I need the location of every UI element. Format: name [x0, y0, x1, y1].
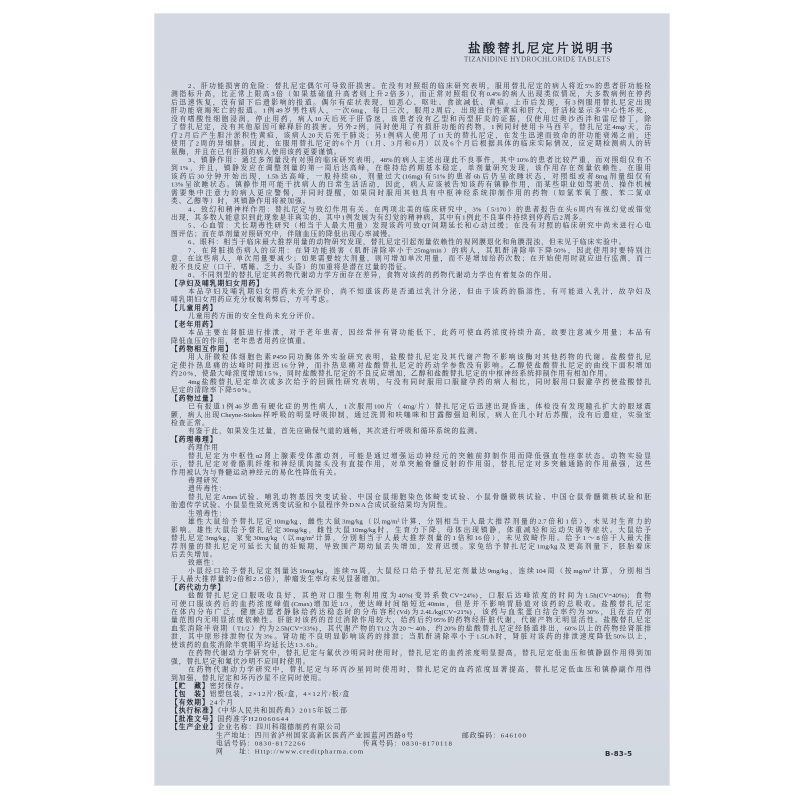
sedation-line: 13%呈欲睡状态。镇静作用可能干扰病人的日常生活活动，因此，病人应该被告知该药有镇静作用，而某些职业如驾驶员、操作机械 [171, 180, 651, 189]
hepatotoxicity-line: 氨酶，并且在已有肝损的病人使用该药更要谨慎。 [171, 147, 342, 156]
sedation-line: 类、乙醇等）时，其镇静作用将被加强。 [171, 197, 311, 205]
interactions-line: 定使扑热息痛的达峰时间推迟16分钟，而扑热息痛对盐酸替扎尼定的药动学参数没有影响。乙醇使盐酸替扎尼定的曲线下面积增加 [171, 361, 651, 369]
section-heading-geriatric: 【老年用药】 [171, 320, 218, 328]
sedation-line: 该药后30分钟开始出现，1.5h达高峰，一般持续6h，剂量过大(16mg)有51%的患者6h后仍呈欲睡状态，对照组或者8mg剂量组仅有 [171, 172, 651, 180]
phone-value: 0830-8172266 [254, 739, 307, 747]
sedation-line: 需要集中注意力的病人更应警惕，并同时提醒，如果同时服用其他具有中枢神经系统抑制作用的药物（如氯苯氧丁酸、苯二氮卓 [171, 188, 651, 197]
storage-label: 【贮 藏】 [171, 681, 210, 690]
reproductive-toxicity-line: 雄性大鼠给予替扎尼定10mg/kg，雌性大鼠3mg/kg（以mg/m²计算，分别相当于人最大推荐剂量的2.7倍和1倍），未见对生育力的 [188, 517, 651, 526]
storage-value: 密封保存。 [209, 681, 249, 690]
pharmacokinetics-line: 泄，其中原形排泄物仅为3%。肾功能不良明显影响该药的排泄；当肌酐清除率小于1.5L/h时，肾脏对该药的排泄速度降低50%以上， [171, 632, 651, 641]
pharmacology-line: 示，替扎尼定对骨骼肌纤维和神经肌肉接头没有直接作用，对单突触脊髓反射的作用弱，替扎尼定对多突触通路的作用最强，这些 [171, 460, 651, 468]
pharmacokinetics-line: 在体内分布广泛，健康志愿者静脉给药达稳态时的分布容积(Vd)为2.4L/kg(CV=21%)，该药与血浆蛋白结合率约为30%，且在治疗剂 [171, 608, 651, 616]
genotoxicity-line: 替扎尼定Ames试验、哺乳动物基因突变试验、中国仓鼠细胞染色体畸变试验、小鼠骨髓微核试验、中国仓鼠骨髓微核试验和胚 [188, 492, 651, 501]
pharmacokinetics-line: 使该药的血浆消除半衰期平均延长达13.6h。 [171, 640, 323, 649]
reproductive-toxicity-line: 后丢失增加。 [171, 550, 218, 558]
reproductive-toxicity-line: 影响。雄性大鼠给予替扎尼定30mg/kg，雌性大鼠10mg/kg时，生育力下降，母体出现镇静，体重减轻和运动失调等症状。大鼠给予 [171, 525, 651, 534]
approval-number-value: 国药准字H20060644 [217, 714, 290, 723]
packaging-row [171, 690, 651, 698]
sedation-line: 到1%，并且，镇静发应在调整剂量的第一周后达高峰，在维持给药期基本稳定，单剂量研究发现，该作用存在剂量依赖性，在服用 [171, 164, 651, 172]
manufacturer-label: 【生产企业】 [171, 723, 218, 731]
company-name-label: 企业名称： [217, 723, 257, 731]
genotoxicity-line: 胎遗传学试验、小鼠显性致死诱变试验和小鼠程序外DNA合成试验结果均为阴性。 [171, 501, 453, 509]
postcode-value: 646100 [500, 731, 527, 739]
subheading-toxicology: 毒理研究 [188, 476, 219, 484]
postcode-group [462, 731, 527, 739]
hallucinations-line: 出现，其多数人能意识到此现象是非真实的，其中1例发展为有幻觉的精神病，其中有1例此不良事件持续到停药后2周多。 [171, 213, 588, 221]
subheading-reproductive-toxicity: 生殖毒性： [188, 509, 227, 517]
leaflet-page [155, 14, 669, 785]
section-heading-pharmacokinetics: 【药代动力学】 [171, 583, 226, 591]
carcinogenicity-line: 于人最大推荐量的2倍和2.5倍），肿瘤发生率均未见显著增加。 [171, 575, 385, 583]
document-code: B-83-5 [605, 750, 633, 758]
interactions-line: 用人肝微粒体细胞色素P450同功酶体外实验研究表明，盐酸替扎尼定及其代谢产物不影响该酶对其他药物的代谢。盐酸替扎尼 [188, 353, 651, 361]
pediatric-line: 儿童用药方面的安全性尚未充分评价。 [188, 312, 320, 320]
pregnancy-line: 本品孕妇及哺乳期妇女用药未充分评价，尚不知道该药是否通过乳汁分泌，但由于该药的脂溶性，有可能进入乳汁，故孕妇及 [188, 287, 651, 295]
standard-label: 【执行标准】 [171, 706, 218, 715]
pharmacokinetics-line: 可使口服该药后的血药浓度峰值(Cmax)增加近1/3，使达峰时间缩短近40min，但是并不影响胃肠道对该药的总吸收。盐酸替扎尼定 [171, 599, 651, 608]
website-value: Http://www.creditpharma.com [254, 747, 365, 756]
fluvoxamine-line: 强，替扎尼定和氟伏沙明不应同时使用。 [171, 657, 311, 665]
geriatric-line: 降低血压的作用，老年患者用药应慎重。 [171, 336, 311, 345]
sedation-line: 3、镇静作用：通过多剂量没有对照的临床研究表明，48%的病人主述出现此不良事件，其中10%的患者比较严重，而对照组仅有不 [188, 155, 651, 164]
hepatotoxicity-line: 肝功能衰竭死亡的报道。1例49岁男性病人，一次6mg，每日三次，服用2周后，出现进行性黄疸和肝大，肝活检显示多中心性坏死， [171, 106, 651, 115]
renal-impairment-line: 意，在这些病人，单次用量要减少；如果需要较大剂量，则可增加单次用量，而不是增加给药次数；在开始使用时就应进行监测，而一 [171, 254, 651, 263]
shelf-life-value: 24个月 [209, 698, 234, 706]
fluvoxamine-line: 在药物代谢动力学研究中，替扎尼定与氟伏沙明同时使用时，替扎尼定的血药浓度明显提高，替扎尼定低血压和镇静副作用得到加 [188, 649, 651, 657]
renal-impairment-line: 般不良反应（口干、嗜睡、乏力、头昏）的加重将是潜在过量的指征。 [171, 262, 412, 271]
section-heading-interactions: 【药物相互作用】 [171, 345, 233, 353]
hepatotoxicity-line: 没有嗜酸性细胞浸润，停止用药，病人10天后死于肝昏迷，该患者没有乙型和丙型肝炎的证据，仅使用过奥沙西泮和雷尼替丁，除 [171, 114, 651, 123]
pharmacokinetics-line: 量范围内无明显浓度依赖性。肝脏对该药的首过消除作用较大，给药后约95%的药物经肝脏代谢，代谢产物无明显活性。盐酸替扎尼定 [171, 616, 651, 624]
phone-label: 电话号码： [216, 739, 255, 747]
pregnancy-line: 哺乳期妇女用药应充分权衡利弊后，方可考虑。 [171, 295, 334, 304]
document-subtitle: TIZANIDINE HYDROCHLORIDE TABLETS [464, 56, 611, 64]
section-heading-pharmacology-toxicology: 【药理毒理】 [171, 435, 218, 443]
packaging-value: 铝塑包装，2×12片/板/盒，4×12片/板/盒 [209, 690, 351, 698]
standard-row [171, 707, 651, 715]
hepatotoxicity-line: 测指标升高，比正常上限高3倍（如果基础值升高者则上升2倍多），而正常对照组仅有0.4%的病人出现类似情况，大多数病例在停药 [171, 90, 651, 98]
subheading-pharmacology: 药理作用 [188, 443, 219, 452]
reproductive-toxicity-line: 替扎尼定3mg/kg，家兔30mg/kg（以mg/m²计算，分别相当于人最大推荐剂量的1倍和16倍），未见致畸作用。给予1～8倍于人最大推 [171, 534, 651, 542]
contact-row [171, 740, 651, 748]
ciprofloxacin-line: 到加强，替扎尼定和环丙沙星不应同时使用。 [171, 673, 326, 682]
section-heading-pediatric: 【儿童用药】 [171, 303, 218, 312]
ophthalmic-line: 6、眼科：相当于临床最大推荐用量的动物研究发现，替扎尼定引起剂量依赖性的视网膜退化和角膜混浊，但未见于临床实验中。 [188, 238, 627, 246]
pharmacokinetics-line: 血浆消除半衰期（T1/2）约为2.5h(CV=33%)，其代谢产物的T1/2为20～40h，约20%的盐酸替扎尼定经肠道排出，60%以上的药物经肾脏排 [171, 624, 651, 632]
fax-label: 传真号码： [363, 739, 402, 747]
hepatotoxicity-line: 后迅速恢复，没有留下后遗影响的报道。偶尔有症状表现，如恶心、呕吐、食欲减低、黄疸。上市后发现，有3例服用替扎尼定出现 [171, 98, 651, 106]
manufacturer-row [171, 723, 651, 731]
interactions-line: 4mg盐酸替扎尼定单次或多次给予的回顾性研究表明，与没有同时服用口服避孕药的病人相比，同时服用口服避孕药使盐酸替扎 [188, 377, 651, 386]
ciprofloxacin-line: 在药物代谢动力学研究中，替扎尼定与环丙沙星同时使用时，替扎尼定的血药浓度显著提高，替扎尼定低血压和镇静副作用得 [188, 665, 651, 674]
subheading-genotoxicity: 遗传毒性： [188, 484, 227, 493]
pharmacology-line: 替扎尼定为中枢性α2肾上腺素受体激动剂，可能是通过增强运动神经元的突触前抑制作用而降低强直性痉挛状态。动物实验显 [188, 451, 651, 460]
document-title: 盐酸替扎尼定片说明书 [468, 41, 616, 56]
packaging-label: 【包 装】 [171, 690, 210, 698]
interactions-line: 约20%，使最大峰浓度增加15%，同时盐酸替扎尼定的不良反应增加，乙醇和盐酸替扎尼定的中枢神经系统抑制作用有相加作用。 [171, 369, 613, 378]
postcode-label: 邮政编码： [462, 731, 501, 739]
address-value: 四川省泸州国家高新区医药产业园蓝河西路8号 [254, 731, 415, 739]
approval-number-row [171, 715, 651, 723]
overdose-line: 检查正常。 [171, 418, 210, 427]
cardiovascular-line: 5、心血管：犬长期毒性研究（相当于人最大用量）发现该药可致QT间期延长和心动过缓；在没有对照的临床研究中尚未进行心电 [188, 221, 651, 230]
interactions-line: 尼定的清除率下降50%。 [171, 386, 257, 394]
hallucinations-line: 4、致幻和精神样作用：替扎尼定与致幻作用有关。在两项北美的临床研究中，3%（5/170）的患者报告在头6周内有视幻觉或错觉 [188, 205, 651, 213]
hepatotoxicity-line: 使用了2周的异烟肼。因此，在服用替扎尼定的6个月（1月、3月和6月）以及6个月后根据具体的临床实际情况，应定期检测病人的转 [171, 139, 651, 148]
address-label: 生产地址： [216, 731, 255, 739]
fax-group [363, 740, 453, 748]
storage-row [171, 682, 651, 690]
pharmacokinetics-line: 盐酸替扎尼定口服吸收良好，其绝对口服生物利用度为40%(变异系数CV=24%)，口服后达峰浓度的时间为1.5h(CV=40%)；食物 [188, 591, 651, 600]
address-row [171, 731, 651, 739]
hepatotoxicity-line: 了替扎尼定，没有其他原因可解释肝的损害。另外2例，同时使用了有损肝功能的药物，1例同时使用卡马西平，替扎尼定4mg/天，治 [171, 123, 651, 131]
standard-value: 《中华人民共和国药典》2015年版二部 [217, 706, 348, 715]
company-name: 四川科瑞德制药有限公司 [256, 723, 342, 731]
subheading-carcinogenicity: 致癌性： [188, 558, 219, 567]
leaflet-body [171, 82, 651, 756]
cardiovascular-line: 图评估；而在单剂量对照研究中，伴随血压的降低出现心率减慢。 [171, 229, 396, 238]
approval-number-label: 【批准文号】 [171, 714, 218, 723]
geriatric-line: 本品主要在肾脏进行排泄，对于老年患者，因经常伴有肾功能低下，此药可使血药浓度持续升高，故要注意减少用量；本品有 [188, 328, 651, 337]
carcinogenicity-line: 小鼠经口给予替扎尼定剂量达16mg/kg，连续78周，大鼠经口给予替扎尼定剂量达9mg/kg，连续104周（按mg/m²计算，分别相当 [188, 566, 651, 575]
overdose-line: 颤，病人出现Cheyne-Stokes样呼吸的明显呼吸抑制，通过洗胃和呋噻咪和甘露醇强迫利尿，病人在几小时后苏醒，没有后遗症，实验室 [171, 410, 651, 419]
shelf-life-label: 【有效期】 [171, 698, 210, 706]
pharmacology-line: 作用被认为与脊髓运动神经元的易化性降低有关。 [171, 468, 342, 476]
fax-value: 0830-8170118 [401, 739, 453, 747]
hepatotoxicity-line: 2、肝功能损害的危险：替扎尼定偶尔可导致肝损害。在没有对照组的临床研究表明，服用替扎尼定的病人将近5%的患者肝功能检 [188, 82, 651, 90]
section-heading-pregnancy: 【孕妇及哺乳期妇女用药】 [171, 279, 264, 287]
shelf-life-row [171, 698, 651, 706]
section-heading-overdose: 【药物过量】 [171, 394, 218, 402]
overdose-line: 已有报道1例46岁患有硬化症的男性病人，1次服用100片（4mg/片）替扎尼定后迅速出现昏迷，体检没有发现瞳孔扩大的眼球震 [188, 402, 651, 411]
website-row [171, 748, 651, 756]
reproductive-toxicity-line: 荐剂量的替扎尼定可延长大鼠的妊娠期，导致围产期幼鼠丢失增加，发育迟缓。家兔给予替扎尼定1mg/kg及更高剂量下，胚胎着床 [171, 542, 651, 550]
formulations-line: 8、不同剂型的替扎尼定其药物代谢动力学方面存在差异，食物对该药的药物代谢动力学也有着复杂的作用。 [188, 271, 557, 279]
hepatotoxicity-line: 疗2月后产生胆汁淤积性黄疸，该病人20天后死于肺炎；另1例病人使用了11天的替扎尼定，在发生迅速而致命的肝功能衰竭之前，还 [171, 131, 651, 139]
renal-impairment-line: 7、在肾脏损伤病人的应用：在肾功能损害（肌酐清除率小于25mg/min）的病人，其肌酐清除率下降50%，因此使用时要特别注 [188, 246, 651, 254]
overdose-line: 有鉴于此，如果发生过量，首先应确保气道的通畅，其次进行呼吸和循环系统的监测。 [188, 427, 483, 435]
website-label: 网 址： [216, 747, 255, 756]
